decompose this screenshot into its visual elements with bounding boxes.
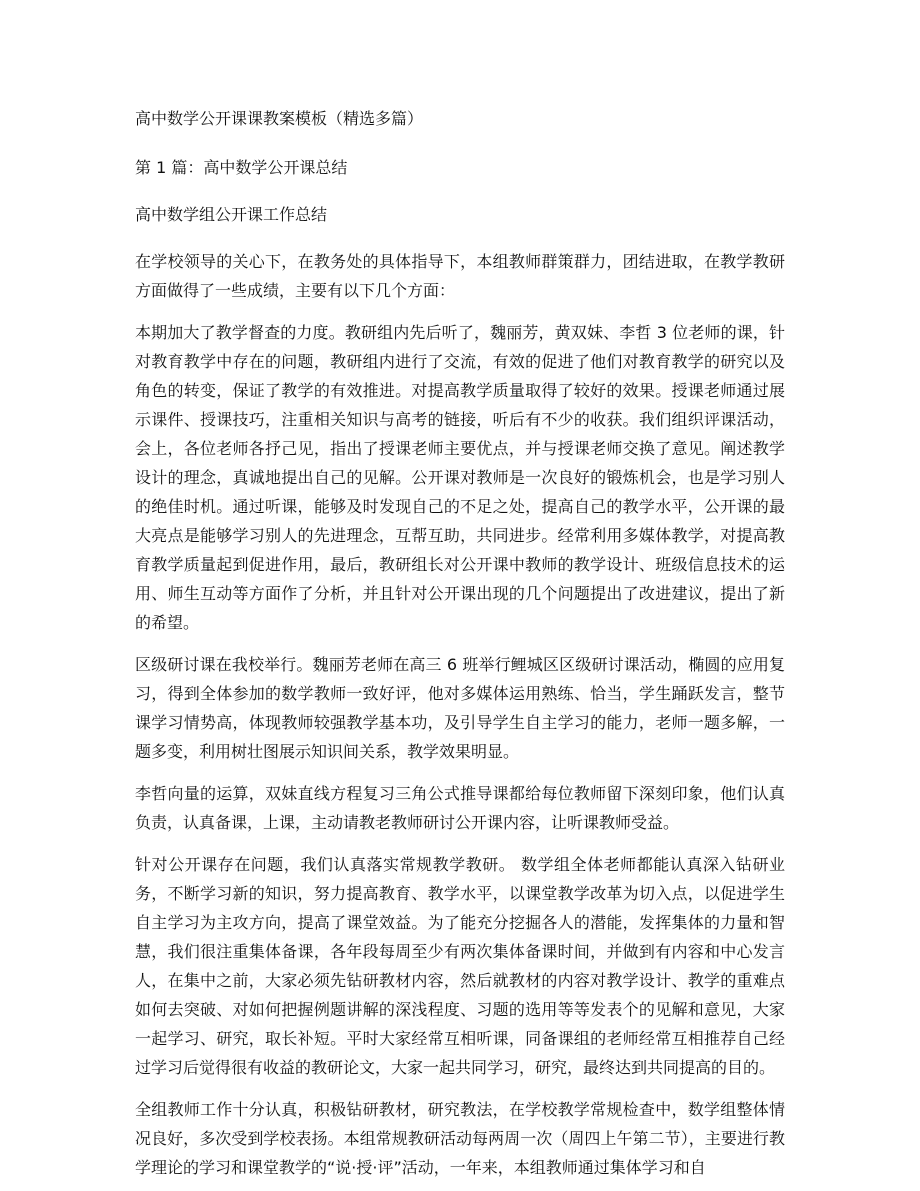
paragraph-vector-lesson: 李哲向量的运算，双妹直线方程复习三角公式推导课都给每位教师留下深刻印象，他们认真负责，认真备课，上课，主动请教老教师研讨公开课内容，让听课教师受益。 [135,784,785,832]
document-title: 高中数学公开课课教案模板（精选多篇） [135,109,424,128]
document-page [135,104,785,1182]
section-heading: 高中数学组公开课工作总结 [135,205,328,224]
paragraph-routine-research: 针对公开课存在问题，我们认真落实常规教学教研。 数学组全体老师都能认真深入钻研业务，不断学习新的知识，努力提高教育、教学水平，以课堂教学改革为切入点，以促进学生自主学习为主攻方向，提高了课堂效益。为了能充分挖掘各人的潜能，发挥集体的力量和智慧，我们很注重集体备课，各年段每周至少有两次集体备课时间，并做到有内容和中心发言人，在集中之前，大家必须先钻研教材内容，然后就教材的内容对教学设计、教学的重难点如何去突破、对如何把握例题讲解的深浅程度、习题的选用等等发表个的见解和意见，大家一起学习、研究，取长补短。平时大家经常互相听课，同备课组的老师经常互相推荐自己经过学习后觉得很有收益的教研论文，大家一起共同学习，研究，最终达到共同提高的目的。 [135,855,785,1077]
paragraph-supervision: 本期加大了教学督查的力度。教研组内先后听了，魏丽芳，黄双妹、李哲 3 位老师的课，针对教育教学中存在的问题，教研组内进行了交流，有效的促进了他们对教育教学的研究以及角色的转变，保证了教学的有效推进。对提高教学质量取得了较好的效果。授课老师通过展示课件、授课技巧，注重相关知识与高考的链接，听后有不少的收获。我们组织评课活动，会上，各位老师各抒己见，指出了授课老师主要优点，并与授课老师交换了意见。阐述教学设计的理念，真诚地提出自己的见解。公开课对教师是一次良好的锻炼机会，也是学习别人的绝佳时机。通过听课，能够及时发现自己的不足之处，提高自己的教学水平，公开课的最大亮点是能够学习别人的先进理念，互帮互助，共同进步。经常利用多媒体教学，对提高教育教学质量起到促进作用，最后，教研组长对公开课中教师的教学设计、班级信息技术的运用、师生互动等方面作了分析，并且针对公开课出现的几个问题提出了改进建议，提出了新的希望。 [135,323,785,632]
paragraph-intro: 在学校领导的关心下，在教务处的具体指导下，本组教师群策群力，团结进取，在教学教研方面做得了一些成绩，主要有以下几个方面： [135,252,785,300]
chapter-heading: 第 1 篇：高中数学公开课总结 [135,158,348,177]
paragraph-district-lesson: 区级研讨课在我校举行。魏丽芳老师在高三 6 班举行鲤城区区级研讨课活动，椭圆的应用复习，得到全体参加的数学教师一致好评，他对多媒体运用熟练、恰当，学生踊跃发言，整节课学习情势高，体现教师较强教学基本功，及引导学生自主学习的能力，老师一题多解，一题多变，利用树壮图展示知识间关系，教学效果明显。 [135,655,785,761]
paragraph-group-work: 全组教师工作十分认真，积极钻研教材，研究教法，在学校教学常规检查中，数学组整体情况良好，多次受到学校表扬。本组常规教研活动每两周一次（周四上午第二节），主要进行教学理论的学习和课堂教学的“说·授·评”活动，一年来，本组教师通过集体学习和自 [135,1100,785,1177]
